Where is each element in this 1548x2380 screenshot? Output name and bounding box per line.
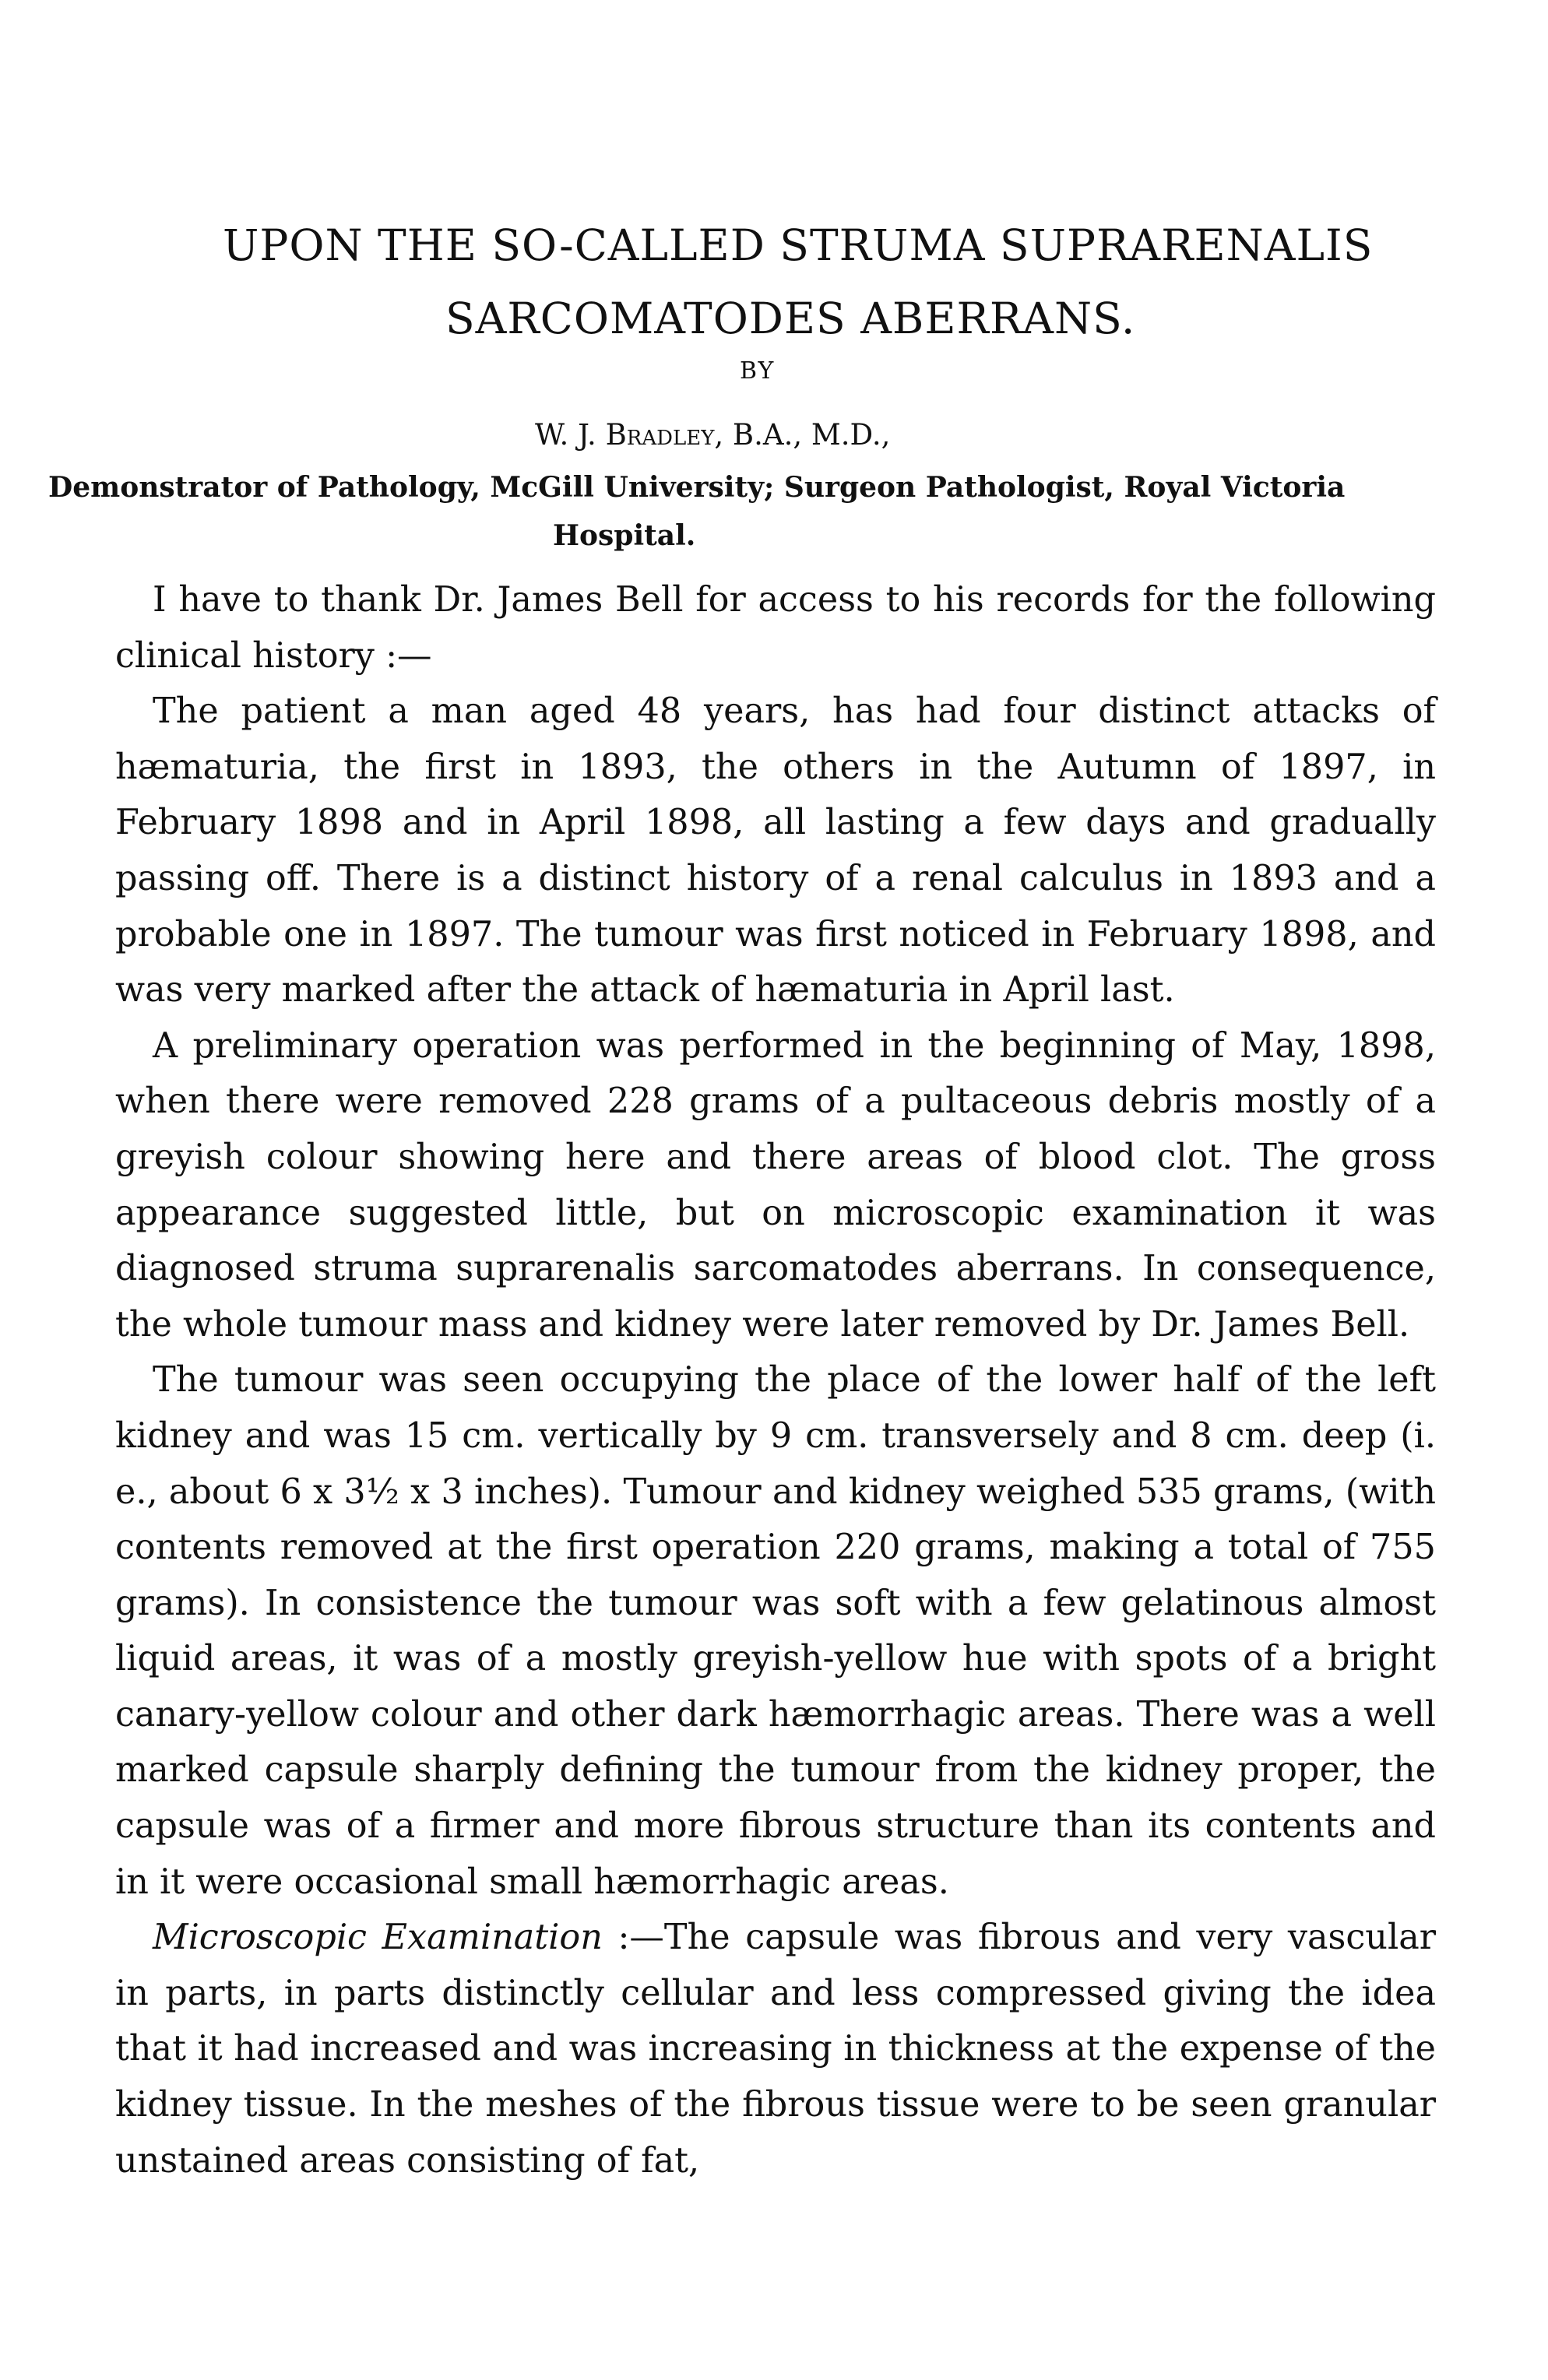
microscopic-text: :—The capsule was fibrous and very vascular in parts, in parts distinctly cellular and less compressed giving the idea that it had increased and was increasing in thickness at the expense of the kidney tissue. In the meshes of the fibrous tissue were to be seen granular unstained areas consisting of fat, bbox=[115, 1918, 1436, 2181]
paragraph-clinical-history: The patient a man aged 48 years, has had four distinct attacks of hæmaturia, the first in 1893, the others in the Autumn of 1897, in February 1898 and in April 1898, all lasting a few days and gradually passing off. There is a distinct history of a renal calculus in 1893 and a probable one in 1897. The tumour was first noticed in February 1898, and was very marked after the attack of hæmaturia in April last. bbox=[115, 691, 1436, 1011]
by-label: BY bbox=[740, 357, 776, 385]
paragraph-acknowledgement: I have to thank Dr. James Bell for access to his records for the following clinical history :— bbox=[115, 580, 1436, 676]
author-degrees: , B.A., M.D., bbox=[714, 418, 891, 452]
microscopic-heading: Microscopic Examination bbox=[153, 1918, 603, 1958]
article-title-line-1: UPON THE SO-CALLED STRUMA SUPRARENALIS bbox=[223, 220, 1374, 270]
affiliation-line-2: Hospital. bbox=[553, 519, 696, 552]
affiliation-line-1: Demonstrator of Pathology, McGill University; Surgeon Pathologist, Royal Victoria bbox=[48, 471, 1346, 504]
author-line bbox=[535, 418, 891, 452]
author-name: W. J. Bradley bbox=[535, 418, 715, 452]
paragraph-microscopic-examination bbox=[115, 1910, 1436, 2188]
article-body bbox=[115, 572, 1436, 2188]
paragraph-tumour-description: The tumour was seen occupying the place of the lower half of the left kidney and was 15 cm. vertically by 9 cm. transversely and 8 cm. deep (i. e., about 6 x 3½ x 3 inches). Tumour and kidney weighed 535 grams, (with contents removed at the first operation 220 grams, making a total of 755 grams). In consistence the tumour was soft with a few gelatinous almost liquid areas, it was of a mostly greyish-yellow hue with spots of a bright canary-yellow colour and other dark hæmorrhagic areas. There was a well marked capsule sharply defining the tumour from the kidney proper, the capsule was of a firmer and more fibrous structure than its contents and in it were occasional small hæmorrhagic areas. bbox=[115, 1360, 1436, 1902]
paragraph-preliminary-operation: A preliminary operation was performed in the beginning of May, 1898, when there were removed 228 grams of a pultaceous debris mostly of a greyish colour showing here and there areas of blood clot. The gross appearance suggested little, but on microscopic examination it was diagnosed struma suprarenalis sarcomatodes aberrans. In consequence, the whole tumour mass and kidney were later removed by Dr. James Bell. bbox=[115, 1025, 1436, 1345]
article-title-line-2: SARCOMATODES ABERRANS. bbox=[445, 294, 1136, 343]
